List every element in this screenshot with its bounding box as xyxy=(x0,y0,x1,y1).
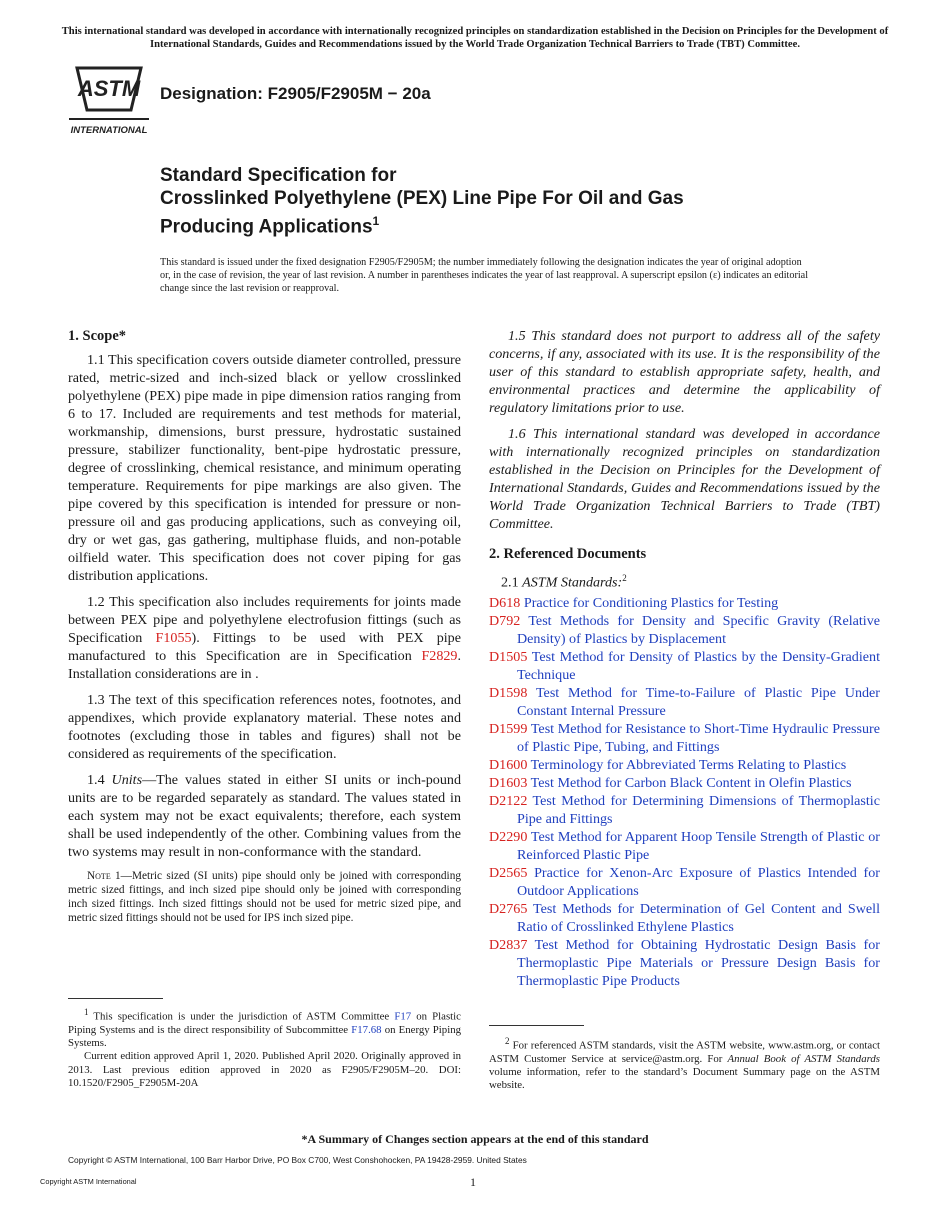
reference-item[interactable] xyxy=(489,648,880,684)
astm-logo xyxy=(67,60,151,138)
reference-code[interactable]: D618 xyxy=(489,594,521,611)
reference-item[interactable] xyxy=(489,612,880,648)
summary-of-changes-note: *A Summary of Changes section appears at the end of this standard xyxy=(301,1132,649,1146)
paragraph-1-4: 1.4 Units—The values stated in either SI units or inch-pound units are to be regarded separately as standard. The values stated in each system may not be exact equivalents; therefore, each system shall be used independently of the other. Combining values from the two systems may result in non-conformance with the standard. xyxy=(68,772,461,860)
reference-code[interactable]: D1598 xyxy=(489,684,528,701)
page-number: 1 xyxy=(470,1175,476,1189)
paragraph-1-5: 1.5 This standard does not purport to address all of the safety concerns, if any, associated with its use. It is the responsibility of the user of this standard to establish appropriate safety, health, and environmental practices and determine the applicability of regulatory limitations prior to use. xyxy=(489,328,880,416)
subsection-2-1: 2.1 ASTM Standards:$^2$ xyxy=(501,573,627,591)
link-f17[interactable]: F17 xyxy=(394,1010,412,1023)
title-line-2: Crosslinked Polyethylene (PEX) Line Pipe For Oil and Gas xyxy=(160,188,684,209)
reference-title[interactable]: Test Method for Apparent Hoop Tensile Strength of Plastic or Reinforced Plastic Pipe xyxy=(517,828,880,863)
note-1: Note 1—Metric sized (SI units) pipe should only be joined with corresponding metric sized fittings, and inch sized pipe should only be joined with corresponding inch sized fittings. Inch sized fittings should not be used for metric sized pipe, and metric sized fittings should not be used for IPS inch sized pipe. xyxy=(68,870,461,924)
link-f2829[interactable]: F2829 xyxy=(421,648,458,664)
reference-code[interactable]: D1600 xyxy=(489,756,528,773)
reference-title[interactable]: Test Method for Time-to-Failure of Plastic Pipe Under Constant Internal Pressure xyxy=(517,684,880,719)
designation: Designation: F2905/F2905M − 20a xyxy=(160,84,431,103)
reference-title[interactable]: Test Method for Carbon Black Content in Olefin Plastics xyxy=(530,774,852,791)
paragraph-1-1: 1.1 This specification covers outside diameter controlled, pressure rated, metric-sized and inch-sized black or yellow crosslinked polyethylene (PEX) pipe made in pipe dimension ratios ranging from 6 to 17. Included are requirements and test methods for material, workmanship, dimensions, burst pressure, hydrostatic sustained pressure, stabilizer functionality, bent-pipe hydrostatic pressure, degree of crosslinking, chemical resistance, and minimum operating temperature. Requirements for pipe markings are also given. The pipe covered by this specification is intended for pressure or non-pressure oil and gas producing applications, such as conveying oil, dry or wet gas, gas gathering, multiphase fluids, and non-potable oilfield water. This specification does not cover piping for gas distribution applications. xyxy=(68,352,461,584)
document-title xyxy=(160,164,860,238)
reference-title[interactable]: Test Methods for Determination of Gel Content and Swell Ratio of Crosslinked Ethylene Plastics xyxy=(517,900,880,935)
reference-item[interactable] xyxy=(489,864,880,900)
reference-item[interactable] xyxy=(489,594,880,612)
reference-item[interactable] xyxy=(489,756,880,774)
footnote-1: $^1$ This specification is under the jurisdiction of ASTM Committee F17 on Plastic Piping Systems and is the direct responsibility of Subcommittee F17.68 on Energy Piping Systems. Current edition approved April 1, 2020. Published April 2020. Originally approved in 2013. Last previous edition approved in 2020 as F2905/F2905M–20. DOI: 10.1520/F2905_F2905M-20A xyxy=(68,1007,462,1090)
reference-code[interactable]: D1603 xyxy=(489,774,528,791)
reference-code[interactable]: D2122 xyxy=(489,792,528,809)
logo-text: INTERNATIONAL xyxy=(70,125,148,136)
footnote-2: $^2$ For referenced ASTM standards, visit the ASTM website, www.astm.org, or contact ASTM Customer Service at service@astm.org. For Annual Book of ASTM Standards volume information, refer to the standard’s Document Summary page on the ASTM website. xyxy=(489,1036,880,1092)
reference-item[interactable] xyxy=(489,900,880,936)
reference-title[interactable]: Terminology for Abbreviated Terms Relating to Plastics xyxy=(530,756,847,773)
reference-title[interactable]: Test Method for Obtaining Hydrostatic Design Basis for Thermoplastic Pipe Materials or Pressure Design Basis for Thermoplastic Pipe Products xyxy=(517,936,880,989)
reference-item[interactable] xyxy=(489,936,880,990)
top-notice: This international standard was developed in accordance with internationally recognized principles on standardization established in the Decision on Principles for the Development of International Standards, Guides and Recommendations issued by the World Trade Organization Technical Barriers to Trade (TBT) Committee. xyxy=(61,26,889,50)
reference-code[interactable]: D1505 xyxy=(489,648,528,665)
copyright-line: Copyright © ASTM International, 100 Barr Harbor Drive, PO Box C700, West Conshohocken, PA 19428-2959. United States xyxy=(68,1155,527,1165)
reference-title[interactable]: Test Method for Determining Dimensions of Thermoplastic Pipe and Fittings xyxy=(517,792,880,827)
footnote-divider-left xyxy=(68,998,163,999)
reference-code[interactable]: D2565 xyxy=(489,864,528,881)
reference-title[interactable]: Test Methods for Density and Specific Gravity (Relative Density) of Plastics by Displacement xyxy=(517,612,881,647)
reference-item[interactable] xyxy=(489,828,880,864)
title-footnote-mark: 1 xyxy=(372,214,380,228)
copyright-footer: Copyright ASTM International xyxy=(40,1177,137,1186)
reference-code[interactable]: D2837 xyxy=(489,936,528,953)
left-column xyxy=(68,327,461,933)
reference-title[interactable]: Practice for Xenon-Arc Exposure of Plastics Intended for Outdoor Applications xyxy=(517,864,880,899)
title-line-3: Producing Applications$^1$ xyxy=(160,214,380,238)
paragraph-1-2: 1.2 This specification also includes requirements for joints made between PEX pipe and polyethylene electrofusion fittings (such as Specification F1055). Fittings to be used with PEX pipe manufactured to this Specification are in Specification F2829. Installation considerations are in . xyxy=(68,594,461,682)
link-f1055[interactable]: F1055 xyxy=(155,630,192,646)
right-column xyxy=(489,327,880,990)
reference-title[interactable]: Test Method for Density of Plastics by the Density-Gradient Technique xyxy=(517,648,880,683)
reference-item[interactable] xyxy=(489,774,880,792)
reference-title[interactable]: Practice for Conditioning Plastics for Testing xyxy=(523,594,779,611)
reference-code[interactable]: D1599 xyxy=(489,720,528,737)
astm-logo-icon xyxy=(67,60,151,138)
reference-code[interactable]: D2765 xyxy=(489,900,528,917)
section-heading-scope: 1. Scope* xyxy=(68,328,126,344)
footnote-divider-right xyxy=(489,1025,584,1026)
issuance-statement: This standard is issued under the fixed designation F2905/F2905M; the number immediately following the designation indicates the year of original adoption or, in the case of revision, the year of last revision. A number in parentheses indicates the year of last reapproval. A superscript epsilon (ε) indicates an editorial change since the last revision or reapproval. xyxy=(160,257,809,294)
link-f17-68[interactable]: F17.68 xyxy=(351,1023,382,1036)
title-line-1: Standard Specification for xyxy=(160,165,397,186)
reference-list xyxy=(489,594,880,990)
reference-code[interactable]: D792 xyxy=(489,612,521,629)
reference-item[interactable] xyxy=(489,792,880,828)
reference-item[interactable] xyxy=(489,684,880,720)
paragraph-1-6: 1.6 This international standard was developed in accordance with internationally recognized principles on standardization established in the Decision on Principles for the Development of International Standards, Guides and Recommendations issued by the World Trade Organization Technical Barriers to Trade (TBT) Committee. xyxy=(489,426,880,532)
svg-text:ASTM: ASTM xyxy=(77,76,141,101)
section-heading-references: 2. Referenced Documents xyxy=(489,546,647,562)
reference-code[interactable]: D2290 xyxy=(489,828,528,845)
reference-title[interactable]: Test Method for Resistance to Short-Time Hydraulic Pressure of Plastic Pipe, Tubing, and Fittings xyxy=(517,720,880,755)
paragraph-1-3: 1.3 The text of this specification references notes, footnotes, and appendixes, which provide explanatory material. These notes and footnotes (excluding those in tables and figures) shall not be considered as requirements of the specification. xyxy=(68,692,461,762)
reference-item[interactable] xyxy=(489,720,880,756)
